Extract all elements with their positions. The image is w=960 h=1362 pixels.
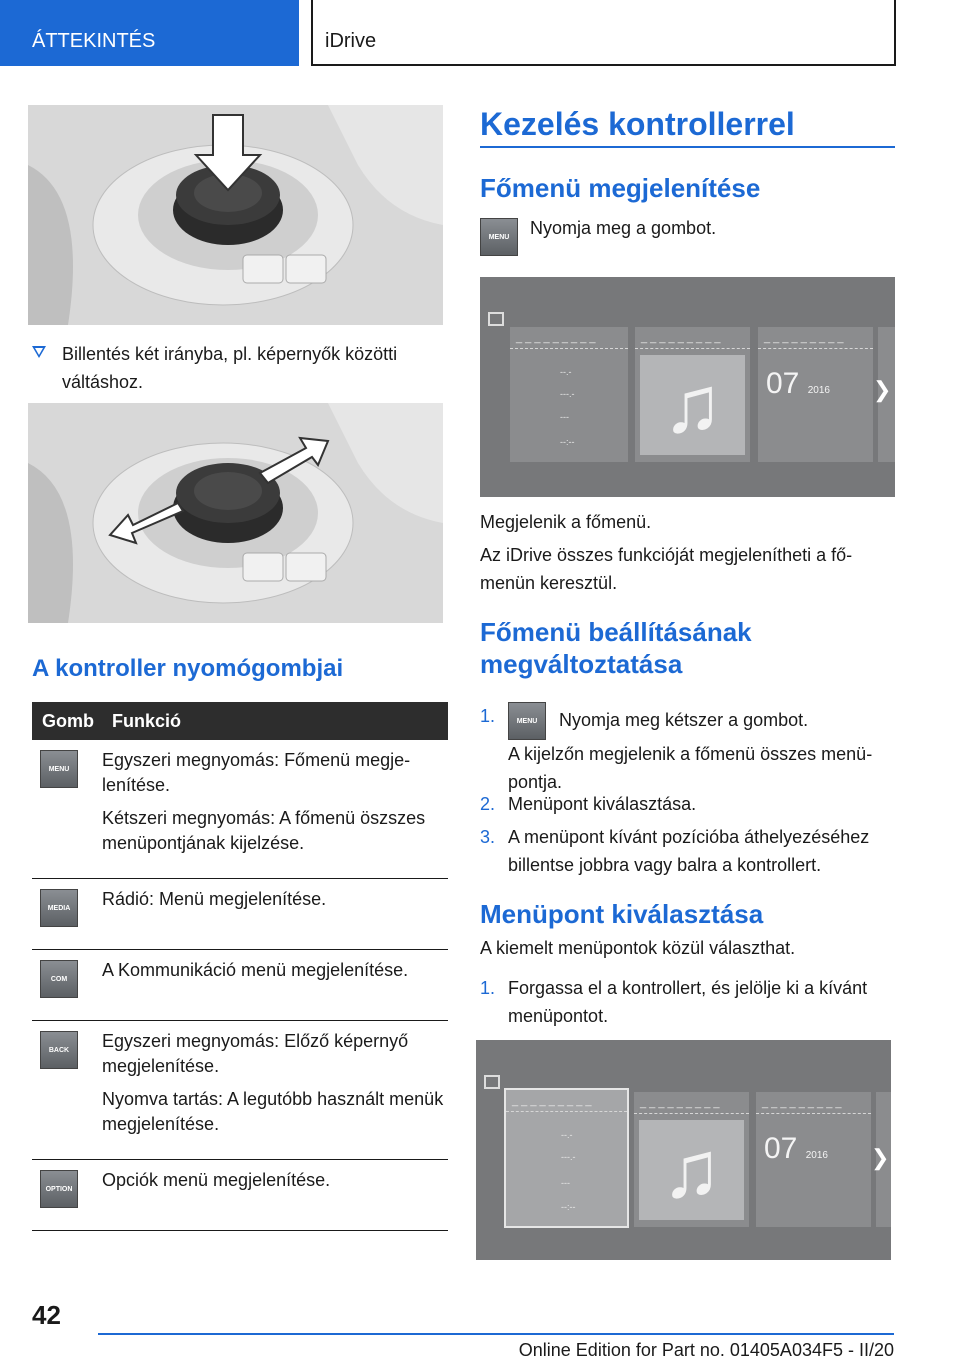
bullet-triangle-icon bbox=[32, 346, 46, 358]
table-header-row bbox=[32, 702, 448, 740]
controller-press-photo bbox=[28, 105, 443, 325]
tilt-bullet: Billentés két irányba, pl. képernyők közötti váltáshoz. bbox=[32, 340, 447, 396]
main-menu-shown-text: Megjelenik a főmenü. bbox=[480, 512, 652, 532]
menu-key-icon: MENU bbox=[480, 218, 518, 256]
press-button-text: Nyomja meg a gombot. bbox=[530, 218, 717, 238]
section-heading-main-menu: Főmenü megjelenítése bbox=[480, 173, 761, 203]
vehicle-card-selected: _ _ _ _ _ _ _ _ _ --.- ---.- --- --:-- bbox=[504, 1088, 629, 1228]
vehicle-card: _ _ _ _ _ _ _ _ _ --.- ---.- --- --:-- bbox=[510, 327, 628, 462]
media-card: _ _ _ _ _ _ _ _ _ ♫ bbox=[635, 327, 750, 462]
table-row bbox=[32, 950, 448, 1021]
section-tab bbox=[0, 0, 299, 66]
list-item: 3. A menüpont kívánt pozícióba áthelyezéséhez billentse jobbra vagy balra a kontrollert. bbox=[480, 827, 870, 875]
com-key-icon: COM bbox=[40, 960, 78, 998]
next-arrow-icon: ❯ bbox=[873, 377, 892, 402]
footer-rule bbox=[98, 1333, 894, 1335]
cell-text: Rádió: Menü megjelenítése. bbox=[102, 889, 327, 909]
page-number: 42 bbox=[32, 1300, 61, 1330]
page-title: Kezelés kontrollerrel bbox=[480, 106, 795, 142]
idrive-main-menu-screen bbox=[480, 277, 895, 497]
table-row bbox=[32, 1021, 448, 1160]
option-key-icon: OPTION bbox=[40, 1170, 78, 1208]
section-heading-select-item: Menüpont kiválasztása bbox=[480, 899, 764, 929]
table-row bbox=[32, 1160, 448, 1231]
cell-text: Egyszeri megnyomás: Előző képernyő megjelenítése. bbox=[102, 1031, 409, 1076]
music-note-icon: ♫ bbox=[639, 1120, 744, 1220]
menu-glyph-icon bbox=[488, 312, 504, 326]
back-key-icon: BACK bbox=[40, 1031, 78, 1069]
media-key-icon: MEDIA bbox=[40, 889, 78, 927]
list-item: 1. MENU Nyomja meg kétszer a gombot. A kijelzőn megjelenik a főmenü összes menüpontja. bbox=[480, 702, 895, 796]
cell-text: Egyszeri megnyomás: Főmenü megjelenítése. bbox=[102, 750, 411, 795]
music-note-icon: ♫ bbox=[640, 355, 745, 455]
phone-card: _ _ _ _ _ _ _ _ _ 07 2016 bbox=[758, 327, 873, 462]
topic-title: iDrive bbox=[325, 30, 377, 52]
section-heading-change-main-menu: Főmenü beállításának megváltoztatása bbox=[480, 617, 752, 679]
controller-tilt-photo bbox=[28, 403, 443, 623]
main-menu-all-functions-text: Az iDrive összes funkcióját megjelenítheti a főmenün keresztül. bbox=[480, 545, 853, 593]
table-heading: A kontroller nyomógombjai bbox=[32, 655, 344, 682]
list-item: 1. Forgassa el a kontrollert, és jelölje ki a kívánt menüpontot. bbox=[480, 978, 868, 1026]
table-row bbox=[32, 740, 448, 879]
next-arrow-icon: ❯ bbox=[871, 1145, 890, 1170]
menu-glyph-icon bbox=[484, 1075, 500, 1089]
phone-card: _ _ _ _ _ _ _ _ _ 07 2016 bbox=[756, 1092, 871, 1227]
column-header: Gomb bbox=[32, 702, 102, 740]
select-intro-text: A kiemelt menüpontok közül választhat. bbox=[480, 938, 796, 958]
idrive-selected-screen bbox=[476, 1040, 891, 1260]
table-row bbox=[32, 879, 448, 950]
section-title: ÁTTEKINTÉS bbox=[32, 30, 156, 52]
footer-edition: Online Edition for Part no. 01405A034F5 - II/20 bbox=[518, 1340, 894, 1360]
cell-text: Nyomva tartás: A legutóbb használt menük megjelenítése. bbox=[102, 1089, 444, 1134]
cell-text: Kétszeri megnyomás: A főmenü öszszes menüpontjának kijelzése. bbox=[102, 808, 426, 853]
menu-key-icon: MENU bbox=[40, 750, 78, 788]
title-rule bbox=[480, 146, 895, 148]
buttons-table bbox=[32, 702, 448, 1231]
list-item: 2. Menüpont kiválasztása. bbox=[480, 794, 697, 814]
topic-tab bbox=[311, 0, 896, 66]
cell-text: A Kommunikáció menü megjelenítése. bbox=[102, 960, 409, 980]
cell-text: Opciók menü megjelenítése. bbox=[102, 1170, 331, 1190]
media-card: _ _ _ _ _ _ _ _ _ ♫ bbox=[634, 1092, 749, 1227]
column-header: Funkció bbox=[102, 702, 448, 740]
menu-key-icon: MENU bbox=[508, 702, 546, 740]
